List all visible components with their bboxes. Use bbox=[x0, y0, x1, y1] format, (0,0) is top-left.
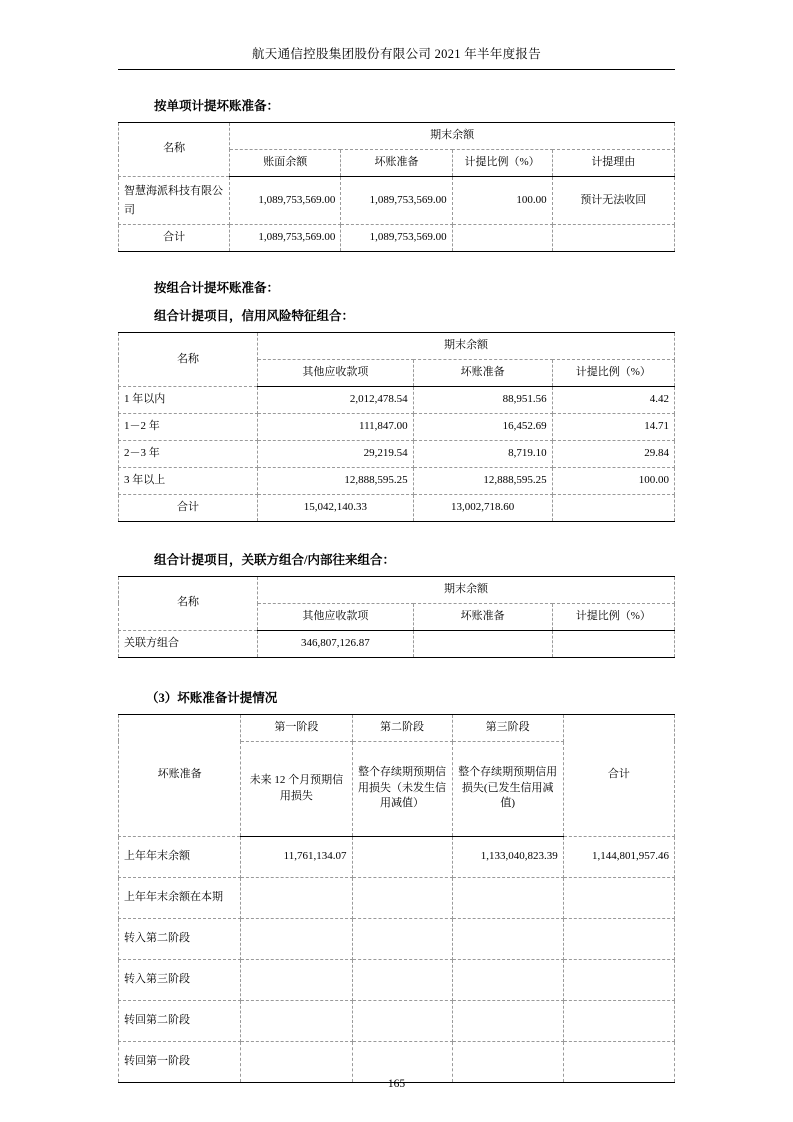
cell-stage1 bbox=[241, 877, 352, 918]
cell-name: 2－3 年 bbox=[119, 440, 258, 467]
cell-book-balance: 1,089,753,569.00 bbox=[230, 176, 341, 224]
cell-name: 上年年末余额在本期 bbox=[119, 877, 241, 918]
cell-stage3 bbox=[452, 1041, 563, 1082]
cell-total-label: 合计 bbox=[119, 225, 230, 252]
cell-name: 1 年以内 bbox=[119, 387, 258, 414]
single-item-bad-debt-table bbox=[118, 122, 675, 252]
col-header-stage2-desc: 整个存续期预期信用损失（未发生信用减值） bbox=[352, 741, 452, 836]
cell-name: 转入第二阶段 bbox=[119, 918, 241, 959]
table-row bbox=[119, 467, 675, 494]
cell-name: 转回第二阶段 bbox=[119, 1000, 241, 1041]
col-header-bad-debt: 坏账准备 bbox=[341, 149, 452, 176]
col-header-ratio: 计提比例（%） bbox=[552, 360, 674, 387]
cell-total-other-receivable: 15,042,140.33 bbox=[258, 494, 414, 521]
cell-name: 上年年末余额 bbox=[119, 836, 241, 877]
cell-other-receivable: 2,012,478.54 bbox=[258, 387, 414, 414]
table-row bbox=[119, 414, 675, 441]
col-header-bad-debt: 坏账准备 bbox=[119, 714, 241, 836]
col-header-stage3-desc: 整个存续期预期信用损失(已发生信用减值) bbox=[452, 741, 563, 836]
cell-ratio bbox=[552, 630, 674, 657]
cell-bad-debt: 8,719.10 bbox=[413, 440, 552, 467]
cell-name: 关联方组合 bbox=[119, 630, 258, 657]
table-row-total bbox=[119, 494, 675, 521]
col-header-name: 名称 bbox=[119, 123, 230, 177]
table-row bbox=[119, 333, 675, 360]
table-row-total bbox=[119, 225, 675, 252]
cell-stage3 bbox=[452, 918, 563, 959]
cell-other-receivable: 346,807,126.87 bbox=[258, 630, 414, 657]
cell-bad-debt: 16,452.69 bbox=[413, 414, 552, 441]
cell-name: 智慧海派科技有限公司 bbox=[119, 176, 230, 224]
col-header-ratio: 计提比例（%） bbox=[552, 603, 674, 630]
table-row bbox=[119, 877, 675, 918]
table-row bbox=[119, 836, 675, 877]
cell-total-ratio bbox=[552, 494, 674, 521]
cell-ratio: 100.00 bbox=[452, 176, 552, 224]
cell-total-bad-debt: 1,089,753,569.00 bbox=[341, 225, 452, 252]
col-header-name: 名称 bbox=[119, 576, 258, 630]
cell-name: 1－2 年 bbox=[119, 414, 258, 441]
table-row bbox=[119, 123, 675, 150]
cell-total-reason bbox=[552, 225, 674, 252]
page-header: 航天通信控股集团股份有限公司 2021 年半年度报告 bbox=[118, 44, 675, 70]
cell-name: 转回第一阶段 bbox=[119, 1041, 241, 1082]
col-header-stage3: 第三阶段 bbox=[452, 714, 563, 741]
table-row bbox=[119, 176, 675, 224]
cell-total-ratio bbox=[452, 225, 552, 252]
table-row bbox=[119, 1041, 675, 1082]
cell-stage3 bbox=[452, 877, 563, 918]
col-group-header: 期末余额 bbox=[258, 576, 675, 603]
cell-reason: 预计无法收回 bbox=[552, 176, 674, 224]
table-row bbox=[119, 1000, 675, 1041]
related-party-combination-table bbox=[118, 576, 675, 658]
cell-other-receivable: 29,219.54 bbox=[258, 440, 414, 467]
cell-stage2 bbox=[352, 918, 452, 959]
col-header-stage1-desc: 未来 12 个月预期信用损失 bbox=[241, 741, 352, 836]
cell-bad-debt: 88,951.56 bbox=[413, 387, 552, 414]
table-row bbox=[119, 714, 675, 741]
cell-total: 1,144,801,957.46 bbox=[563, 836, 674, 877]
cell-total-book-balance: 1,089,753,569.00 bbox=[230, 225, 341, 252]
cell-total bbox=[563, 959, 674, 1000]
cell-stage1 bbox=[241, 1000, 352, 1041]
cell-bad-debt: 1,089,753,569.00 bbox=[341, 176, 452, 224]
combination-credit-risk-table bbox=[118, 332, 675, 522]
section3-title: 组合计提项目，关联方组合/内部往来组合： bbox=[154, 552, 395, 567]
section2-title: 按组合计提坏账准备： bbox=[154, 281, 280, 296]
cell-total bbox=[563, 1041, 674, 1082]
col-header-other-receivable: 其他应收款项 bbox=[258, 603, 414, 630]
cell-total-label: 合计 bbox=[119, 494, 258, 521]
col-header-ratio: 计提比例（%） bbox=[452, 149, 552, 176]
cell-other-receivable: 111,847.00 bbox=[258, 414, 414, 441]
bad-debt-provision-stages-table bbox=[118, 714, 675, 1083]
cell-stage3 bbox=[452, 959, 563, 1000]
cell-bad-debt bbox=[413, 630, 552, 657]
cell-stage1: 11,761,134.07 bbox=[241, 836, 352, 877]
col-group-header: 期末余额 bbox=[258, 333, 675, 360]
cell-name: 转入第三阶段 bbox=[119, 959, 241, 1000]
cell-name: 3 年以上 bbox=[119, 467, 258, 494]
cell-stage1 bbox=[241, 1041, 352, 1082]
cell-total bbox=[563, 918, 674, 959]
cell-stage3 bbox=[452, 1000, 563, 1041]
table-row bbox=[119, 440, 675, 467]
col-header-other-receivable: 其他应收款项 bbox=[258, 360, 414, 387]
section4-title: （3）坏账准备计提情况 bbox=[146, 690, 278, 705]
cell-stage2 bbox=[352, 1000, 452, 1041]
cell-stage2 bbox=[352, 1041, 452, 1082]
cell-stage2 bbox=[352, 959, 452, 1000]
section1-title: 按单项计提坏账准备： bbox=[154, 99, 280, 113]
table-row bbox=[119, 576, 675, 603]
col-header-book-balance: 账面余额 bbox=[230, 149, 341, 176]
col-header-stage1: 第一阶段 bbox=[241, 714, 352, 741]
col-header-bad-debt: 坏账准备 bbox=[413, 603, 552, 630]
col-header-reason: 计提理由 bbox=[552, 149, 674, 176]
table-row bbox=[119, 959, 675, 1000]
col-header-total: 合计 bbox=[563, 714, 674, 836]
table-row bbox=[119, 387, 675, 414]
col-group-header: 期末余额 bbox=[230, 123, 675, 150]
section2-subtitle: 组合计提项目，信用风险特征组合： bbox=[154, 309, 355, 324]
cell-total-bad-debt: 13,002,718.60 bbox=[413, 494, 552, 521]
cell-bad-debt: 12,888,595.25 bbox=[413, 467, 552, 494]
cell-ratio: 14.71 bbox=[552, 414, 674, 441]
cell-total bbox=[563, 1000, 674, 1041]
cell-stage2 bbox=[352, 877, 452, 918]
cell-ratio: 29.84 bbox=[552, 440, 674, 467]
cell-ratio: 4.42 bbox=[552, 387, 674, 414]
page-content bbox=[118, 96, 675, 1083]
cell-stage3: 1,133,040,823.39 bbox=[452, 836, 563, 877]
cell-total bbox=[563, 877, 674, 918]
cell-stage1 bbox=[241, 959, 352, 1000]
page-number: 165 bbox=[387, 1078, 406, 1090]
col-header-bad-debt: 坏账准备 bbox=[413, 360, 552, 387]
col-header-stage2: 第二阶段 bbox=[352, 714, 452, 741]
cell-stage1 bbox=[241, 918, 352, 959]
cell-stage2 bbox=[352, 836, 452, 877]
cell-ratio: 100.00 bbox=[552, 467, 674, 494]
table-row bbox=[119, 630, 675, 657]
cell-other-receivable: 12,888,595.25 bbox=[258, 467, 414, 494]
table-row bbox=[119, 918, 675, 959]
col-header-name: 名称 bbox=[119, 333, 258, 387]
